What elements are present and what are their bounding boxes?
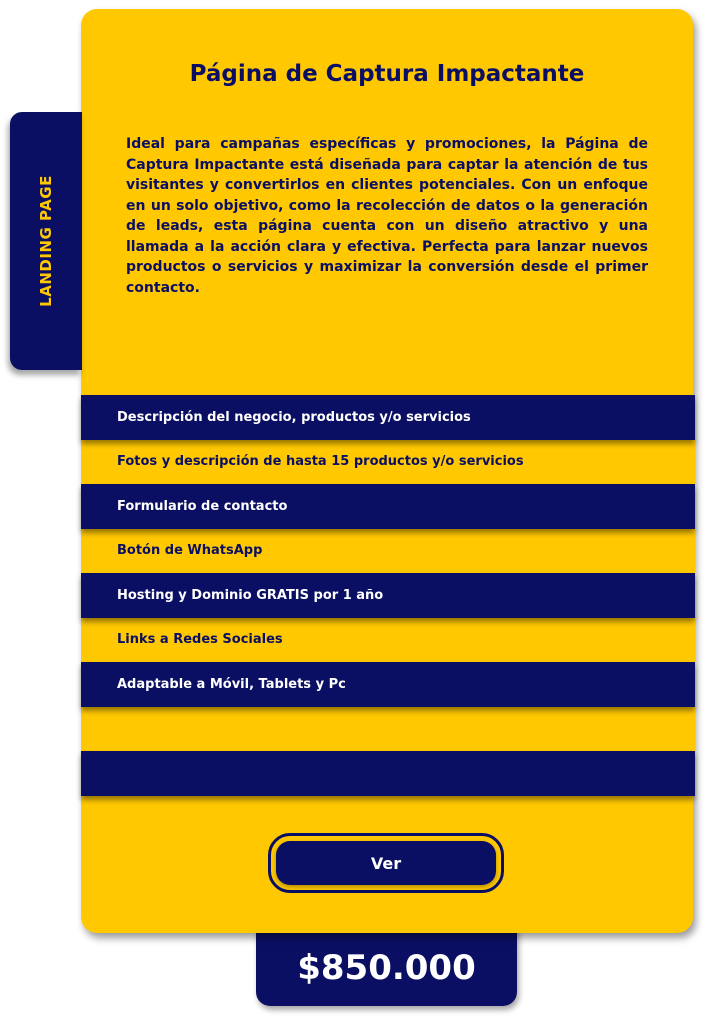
feature-label: Botón de WhatsApp [117, 543, 263, 559]
feature-row [81, 440, 695, 485]
feature-label: Hosting y Dominio GRATIS por 1 año [117, 587, 384, 603]
card-title: Página de Captura Impactante [189, 61, 585, 87]
price-value: $850.000 [297, 948, 476, 988]
pricing-card [81, 9, 693, 933]
feature-row [81, 662, 695, 707]
feature-row [81, 484, 695, 529]
feature-label: Fotos y descripción de hasta 15 productos y/o servicios [117, 454, 524, 470]
side-tab-label: LANDING PAGE [37, 175, 55, 307]
feature-list [81, 395, 695, 796]
ver-button-label: Ver [370, 853, 402, 873]
feature-label: Formulario de contacto [117, 498, 288, 514]
feature-label: Links a Redes Sociales [117, 632, 283, 648]
feature-row-empty [81, 751, 695, 796]
card-description: Ideal para campañas específicas y promociones, la Página de Captura Impactante está diseñada para captar la atención de tus visitantes y convertirlos en clientes potenciales. Con un enfoque en un solo objetivo, como la recolección de datos o la generación de leads, esta página cuenta con un diseño atractivo y una llamada a la acción clara y efectiva. Perfecta para lanzar nuevos productos o servicios y maximizar la conversión desde el primer contacto. [126, 136, 648, 296]
feature-row [81, 529, 695, 574]
feature-row-empty [81, 707, 695, 752]
feature-row [81, 395, 695, 440]
side-tab-landing-page [10, 112, 82, 370]
price-tab [256, 922, 517, 1006]
feature-label: Adaptable a Móvil, Tablets y Pc [117, 676, 346, 692]
ver-button[interactable] [276, 841, 496, 885]
cta-button-frame [268, 833, 504, 893]
feature-row [81, 618, 695, 663]
feature-row [81, 573, 695, 618]
feature-label: Descripción del negocio, productos y/o servicios [117, 409, 471, 425]
